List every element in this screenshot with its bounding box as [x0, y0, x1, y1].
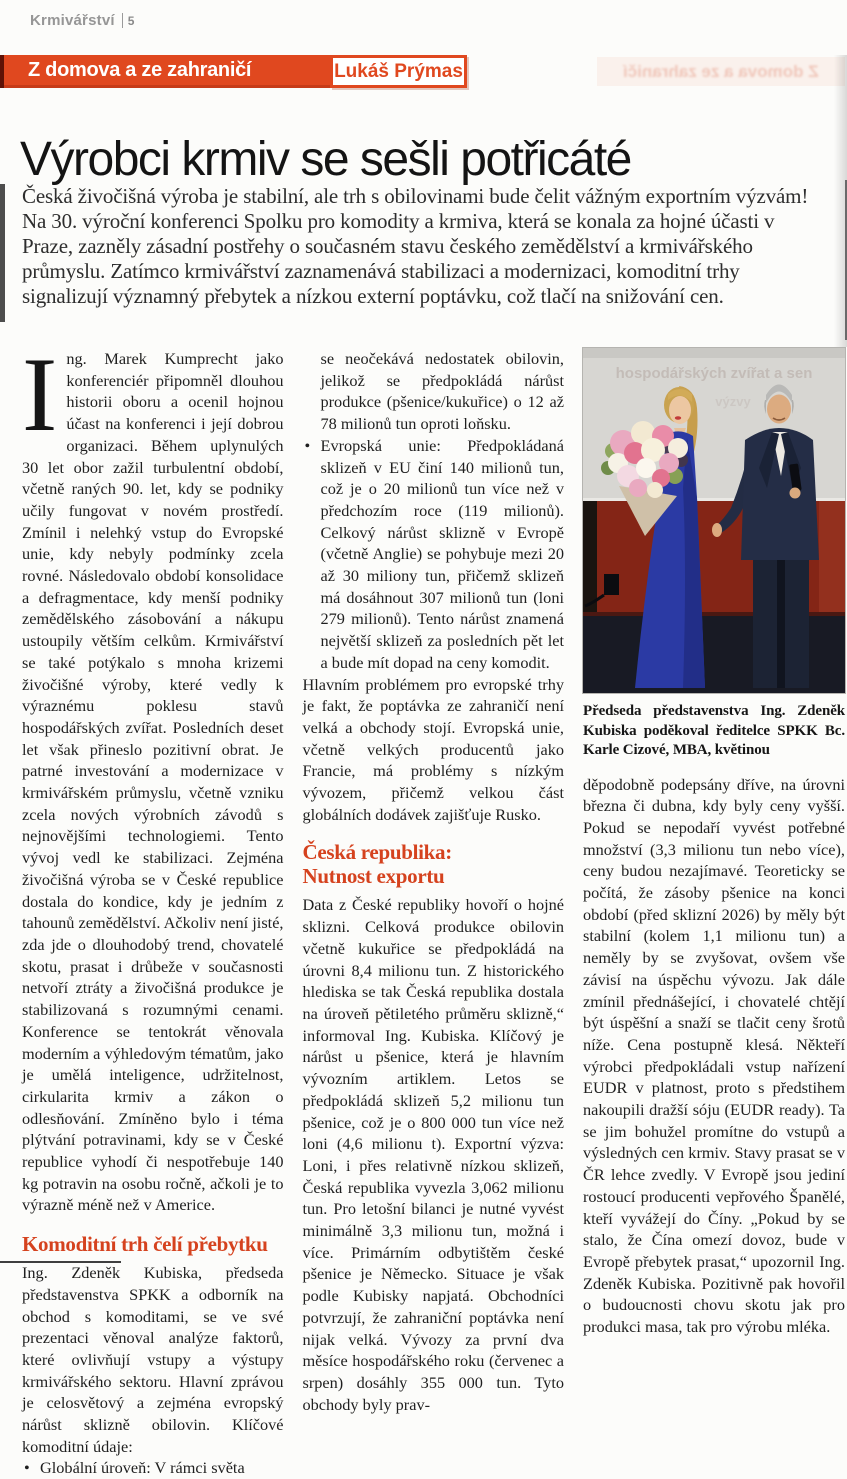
subheading-line-2: Nutnost exportu — [302, 864, 445, 889]
author-name: Lukáš Prýmas — [334, 60, 463, 82]
conference-photo — [583, 348, 845, 693]
body-paragraph: Ing. Zdeněk Kubiska, předseda představenstva SPKK a odborník na obchod s komoditami, se ve své prezentaci věnoval analýze faktorů, které ovlivňují vstupy a výstupy krmivářského sektoru. Hlavní zprávou je celosvětový a zejména evropský nárůst sklizně obilovin. Klíčové komoditní údaje: — [22, 1263, 284, 1456]
bullet-item-eu — [303, 435, 565, 674]
banner-row — [0, 55, 847, 88]
section-label: Z domova a ze zahraničí — [28, 59, 252, 81]
author-box — [330, 55, 467, 88]
projected-slide-text-2: výzvy — [715, 394, 751, 409]
column-1 — [22, 336, 284, 1479]
photo-caption: Předseda představenstva Ing. Zdeněk Kubiska poděkoval ředitelce SPKK Bc. Karle Cizové, MBA, květinou — [583, 703, 845, 758]
lead-paragraph: Česká živočišná výroba je stabilní, ale trh s obilovinami bude čelit vážným exportním výzvám! Na 30. výroční konferenci Spolku pro komodity a krmiva, která se konala za hojné účasti v Praze, zazněly zásadní postřehy o současném stavu českého zemědělství a krmivářského průmyslu. Zatímco krmivářství zaznamenává stabilizaci a modernizaci, komoditní trhy signalizují významný přebytek a nízkou externí poptávku, což tlačí na snižování cen. — [22, 184, 809, 308]
body-paragraph: Data z České republiky hovoří o hojné sklizni. Celková produkce obilovin včetně kukuřice se předpokládá na úrovni 8,4 milionu tun. Z historického hlediska se tak Česká republika dostala na úroveň pětiletého průměru sklizně,“ informoval Ing. Kubiska. Klíčový je nárůst u pšenice, která je hlavním vývozním artiklem. Letos se předpokládá sklizeň 5,2 milionu tun pšenice, což je o 800 000 tun více než loni (4,6 milionu t). Exportní výzva: Loni, i přes relativně nízkou sklizeň, Česká republika vyvezla 3,062 milionu tun. Pro letošní bilanci je nutné vyvést minimálně 3,3 milionu tun, možná i více. Primárním odbytištěm české pšenice je Německo. Situace je však podle Kubisky napjatá. Obchodníci potvrzují, že zahraniční poptávka není nijak velká. Vývozy za první dva měsíce hospodářského roku (červenec a srpen) dosáhly 355 000 tun. Tyto obchody byly prav- — [302, 895, 564, 1414]
bullet-continuation: se neočekává nedostatek obilovin, jelikož se předpokládá nárůst produkce (pšenice/kukuřice) o 12 až 78 milionů tun oproti loňsku. — [320, 349, 564, 434]
opening-paragraph-text: ng. Marek Kumprecht jako konferenciér připomněl dlouhou historii oboru a ocenil hojnou účast na konferenci i její dobrou organizaci. Během uplynulých 30 let obor zažil turbulentní období, včetně raných 90. let, kdy se podniky učily fungovat v novém prostředí. Zmínil i nelehký vstup do Evropské unie, kdy nebyly podmínky zcela rovné. Následovalo období konsolidace a defragmentace, kdy menší podniky zemědělského zásobování a nákupu ustoupily větším celkům. Krmivářství se také potýkalo s mnoha krizemi živočišné výroby, které vedly k výraznému poklesu stavů hospodářských zvířat. Posledních deset let však přineslo pozitivní obrat. Je patrné investování a modernizace v krmivářském průmyslu, včetně vzniku zcela nových výrobních závodů s nejnovějšími technologiemi. Tento vývoj vedl ke stabilizaci. Zejména živočišná výroba se v České republice dostala do kondice, kdy je jedním z tahounů zemědělství. Ačkoliv není jisté, zda jde o dlouhodobý trend, chovatelé skotu, prasat i drůbeže v současnosti netvoří ztráty a živočišná produkce je stabilizovaná s rozumnými cenami. Konference se tentokrát věnovala moderním a výhledovým tématům, jako je umělá inteligence, udržitelnost, cirkularita krmiv a zákon o odlesňování. Zmíněno bylo i téma plýtvání potravinami, kdy se v České republice vyhodí či nespotřebuje 140 kg potravin na osobu ročně, ačkoli je to výrazně méně než v Americe. — [22, 349, 284, 1215]
drop-cap: I — [22, 336, 58, 453]
footnote-rule — [0, 1261, 121, 1263]
magazine-title: Krmivářství — [30, 12, 115, 29]
column-2 — [303, 348, 565, 1479]
masthead — [30, 12, 134, 29]
bullet-text: Evropská unie: Předpokládaná sklizeň v EU činí 140 milionů tun, což je o 20 milionů tun více než v předchozím roce (119 milionů). Celkový nárůst sklizně v Evropě (včetně Anglie) se pohybuje mezi 20 až 30 miliony tun, přičemž sklizeň má dosáhnout 307 milionů tun (loni 279 milionů). Tento nárůst znamená největší sklizeň za posledních pět let a bude mít dopad na ceny komodit. — [320, 435, 564, 672]
body-paragraph: děpodobně podepsány dříve, na úrovni března či dubna, kdy byly ceny vyšší. Pokud se nepodaří vyvést potřebné množství (3,3 milionu tun nebo více), ceny budou nezajímavé. Teoreticky se počítá, že zásoby pšenice na konci období (před sklizní 2026) by měly být stabilní (kolem 1,1 milionu tun) a neměly by se zvyšovat, ovšem vše závisí na úspěchu vývozu. Jak dále zmínil přednášející, i chovatelé chtějí být úspěšní a snaží se tlačit ceny šrotů níže. Cena postupně klesá. Někteří výrobci předpokládali vstup nařízení EUDR v platnost, proto s předstihem nakoupili dražší sóju (EUDR ready). Ta se jim bohužel promítne do vstupů a výsledných cen krmiv. Stavy prasat se v ČR lehce zvedly. V Evropě jsou jediní rostoucí producenti vepřového Španělé, kteří vyvážejí do Číny. „Pokud by se stalo, že Čína omezí dovoz, bude v Evropě přebytek prasat,“ upozornil Ing. Zdeněk Kubiska. Pozitivně pak hovořil o budoucnosti chovu skotu jak pro produkci masa, tak pro výrobu mléka. — [583, 774, 845, 1337]
column-3 — [583, 348, 845, 1479]
article-columns — [22, 336, 845, 1479]
section-banner — [0, 55, 330, 88]
masthead-divider — [122, 13, 123, 28]
showthrough-text: Z domova a ze zahraničí — [623, 61, 819, 81]
page-number: 5 — [127, 13, 135, 28]
scan-edge-banner — [0, 55, 4, 88]
opening-paragraph — [22, 336, 284, 1216]
bullet-marker: • — [304, 435, 311, 455]
body-paragraph: Hlavním problémem pro evropské trhy je fakt, že poptávka ze zahraničí není velká a obchody stojí. Evropská unie, včetně velkých producentů jako Francie, má problémy s nízkým vývozem, přičemž velkou část globálních dodávek zajišťuje Rusko. — [302, 674, 564, 824]
bullet-marker: • — [24, 1458, 30, 1478]
scan-edge-left — [0, 184, 5, 322]
subheading-czech-republic — [303, 840, 565, 888]
page-showthrough-banner — [597, 57, 845, 86]
article-headline: Výrobci krmiv se sešli potřicáté — [20, 133, 631, 187]
bullet-text: Globální úroveň: V rámci světa — [40, 1458, 245, 1478]
projected-slide-text: hospodářských zvířat a sen — [615, 365, 813, 382]
bullet-item-global — [22, 1457, 284, 1479]
subheading-line-1: Česká republika: — [302, 840, 452, 865]
subheading-commodity-market: Komoditní trh čelí přebytku — [22, 1232, 268, 1257]
speaker-box — [604, 574, 619, 595]
